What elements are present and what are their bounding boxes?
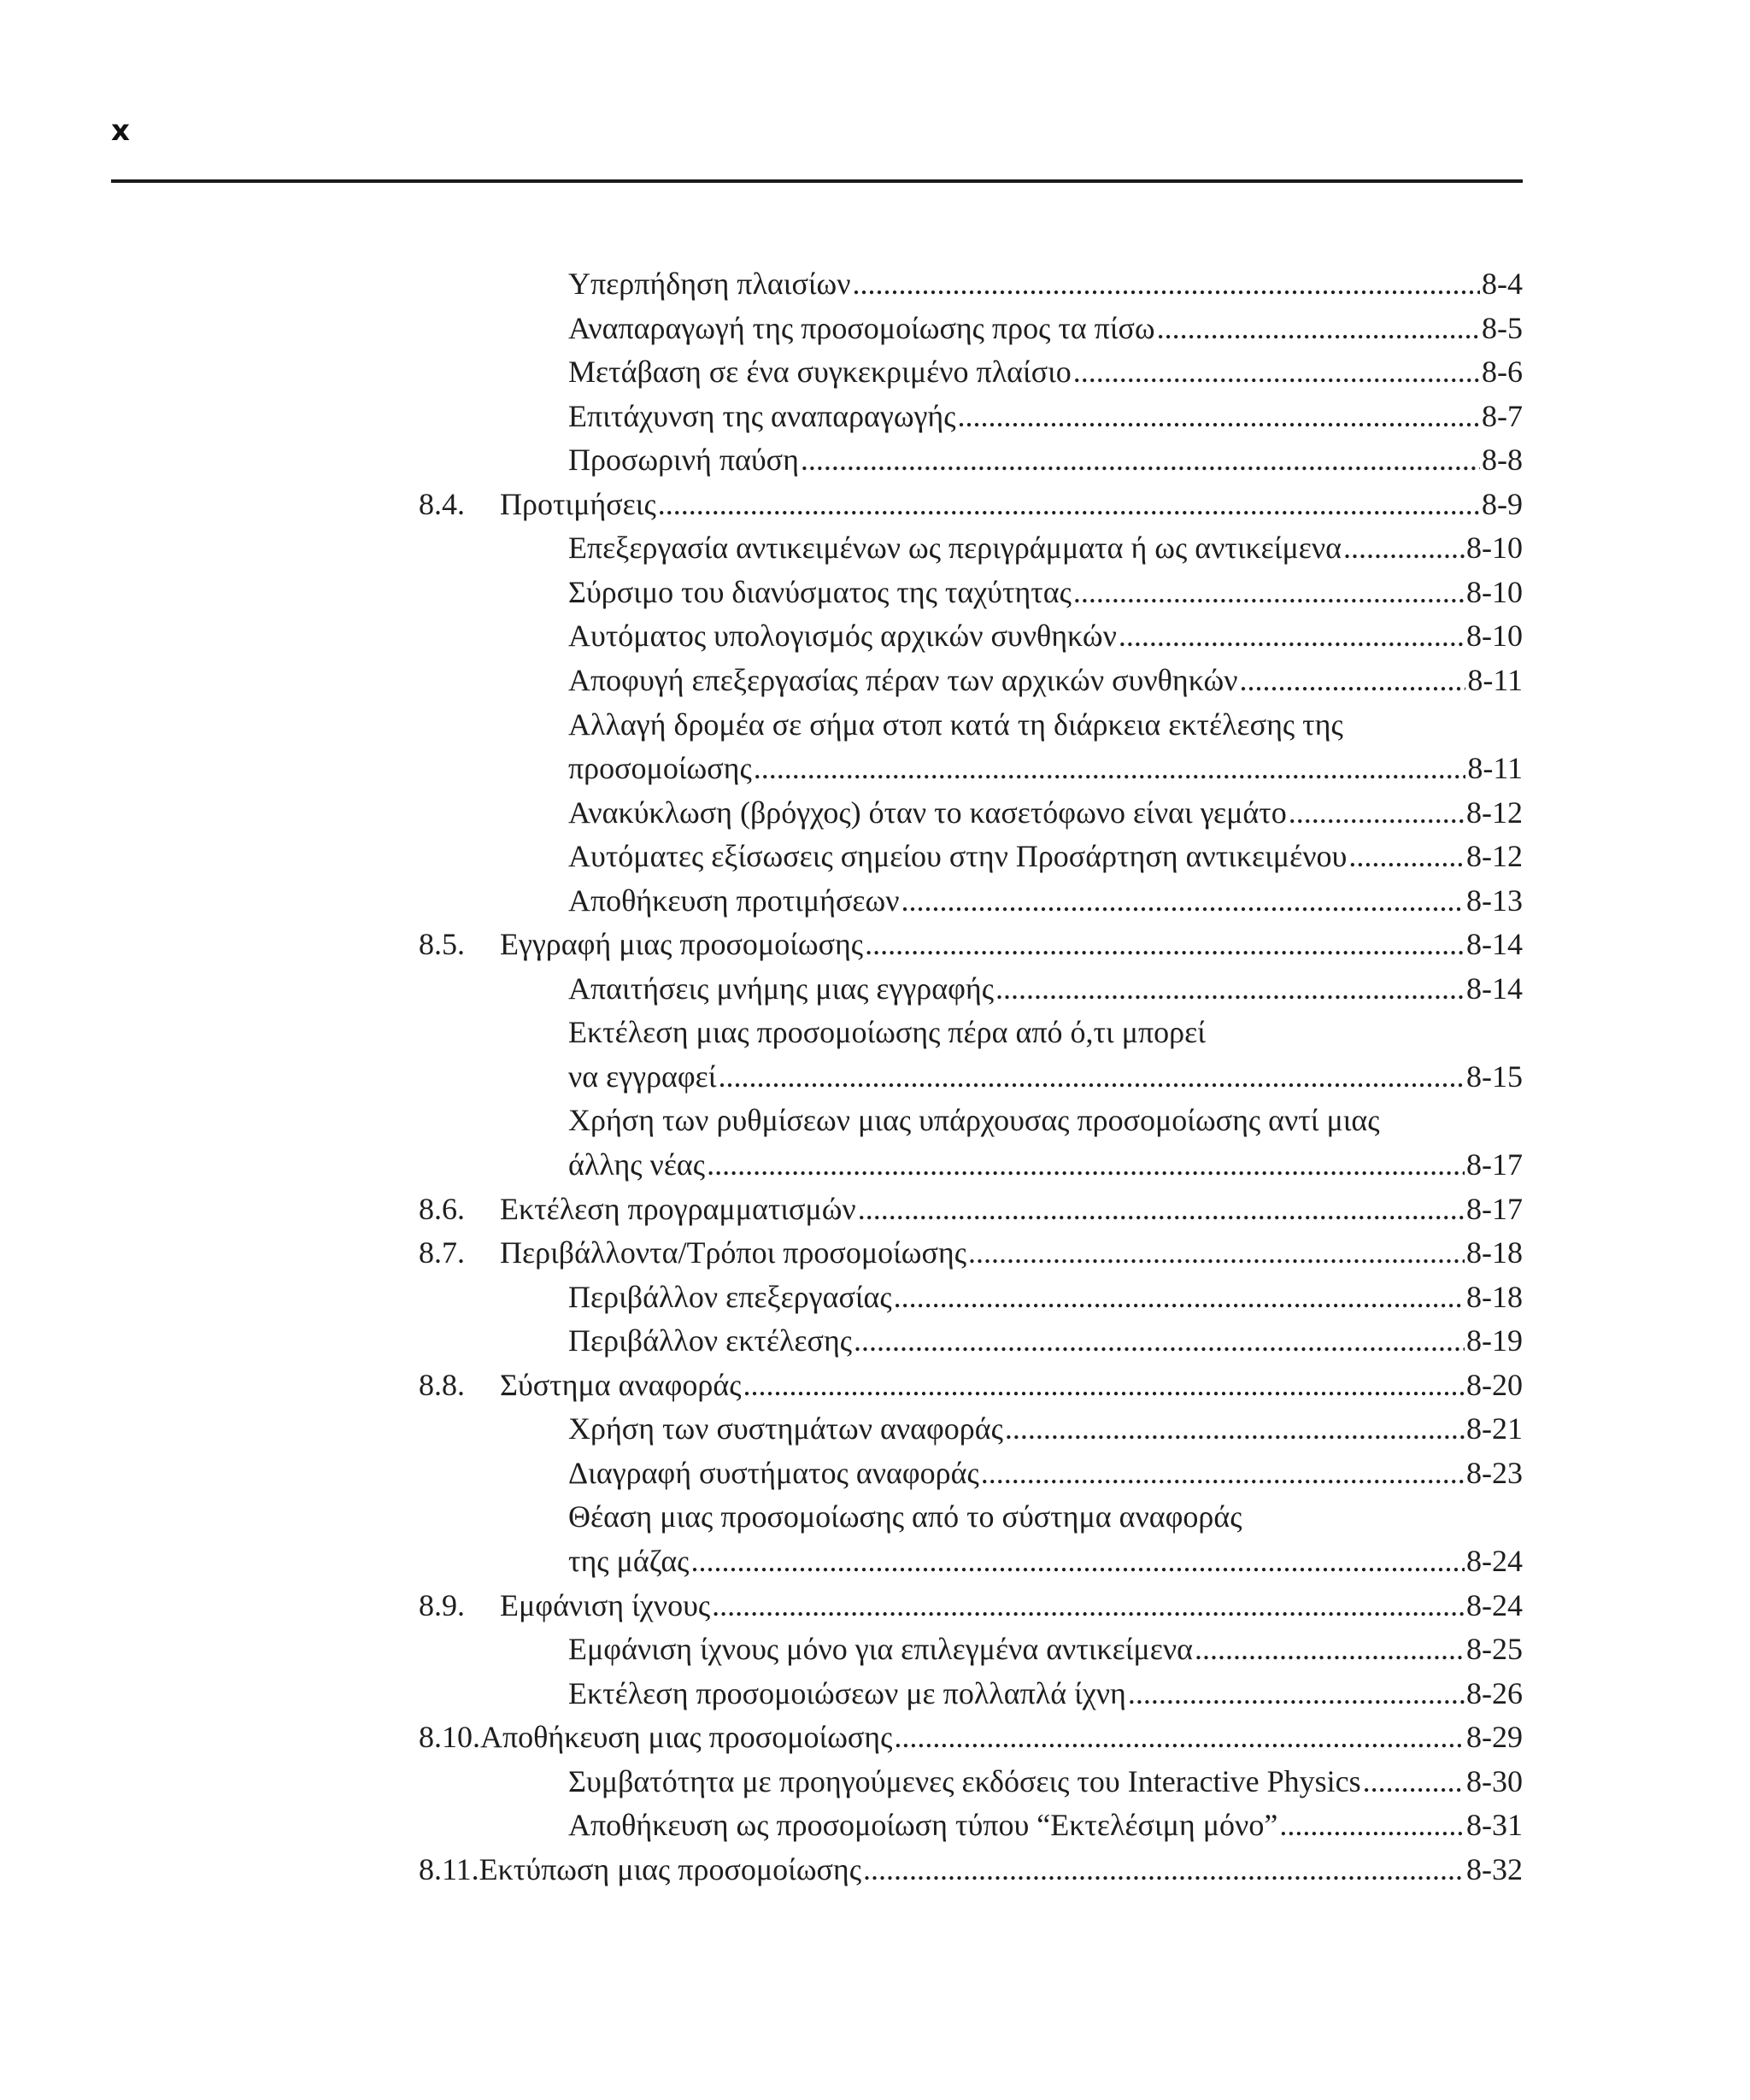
toc-page-number: 8-11 xyxy=(1467,662,1523,697)
toc-dot-leader xyxy=(981,1451,1465,1495)
toc-subsection-entry xyxy=(568,306,1523,350)
toc-dot-leader xyxy=(1005,1406,1465,1451)
toc-section-entry xyxy=(419,1363,1523,1407)
toc-page-number: 8-6 xyxy=(1482,355,1523,390)
toc-entry-title: Προσωρινή παύση xyxy=(568,443,799,478)
toc-section-number: 8.5. xyxy=(419,927,465,962)
toc-dot-leader xyxy=(854,1318,1465,1363)
toc-entry-title-line1: Θέαση μιας προσομοίωσης από το σύστημα αναφοράς xyxy=(568,1499,1242,1534)
toc-page-number: 8-17 xyxy=(1466,1147,1523,1182)
toc-dot-leader xyxy=(1348,834,1465,878)
toc-page-number: 8-17 xyxy=(1466,1191,1523,1226)
toc-subsection-entry xyxy=(568,394,1523,438)
toc-entry-title-line1: Χρήση των ρυθμίσεων μιας υπάρχουσας προσομοίωσης αντί μιας xyxy=(568,1103,1380,1138)
toc-section-entry xyxy=(419,1187,1523,1231)
toc-page-number: 8-5 xyxy=(1482,310,1523,345)
toc-dot-leader xyxy=(894,1275,1465,1319)
toc-dot-leader xyxy=(995,966,1465,1011)
toc-section-number: 8.4. xyxy=(419,486,465,521)
toc-entry-title: Αποφυγή επεξεργασίας πέραν των αρχικών συνθηκών xyxy=(568,662,1238,697)
toc-dot-leader xyxy=(1073,570,1465,614)
toc-entry-title: Εκτύπωση μιας προσομοίωσης xyxy=(479,1851,862,1886)
toc-dot-leader xyxy=(1279,1803,1465,1847)
toc-page-number: 8-4 xyxy=(1482,267,1523,301)
toc-section-number: 8.8. xyxy=(419,1367,465,1402)
toc-entry-title: Απαιτήσεις μνήμης μιας εγγραφής xyxy=(568,971,994,1006)
toc-dot-leader xyxy=(658,482,1480,526)
toc-page-number: 8-30 xyxy=(1466,1763,1523,1798)
toc-subsection-entry xyxy=(568,1142,1523,1187)
toc-entry-title: Σύστημα αναφοράς xyxy=(500,1367,742,1402)
toc-entry-title: Περιβάλλον επεξεργασίας xyxy=(568,1279,892,1314)
toc-subsection-entry xyxy=(568,1759,1523,1804)
toc-page-number: 8-10 xyxy=(1466,619,1523,654)
toc-page-number: 8-8 xyxy=(1482,443,1523,478)
toc-subsection-entry xyxy=(568,658,1523,702)
toc-dot-leader xyxy=(743,1363,1465,1407)
toc-subsection-entry xyxy=(568,1627,1523,1671)
toc-entry-title: Αναπαραγωγή της προσομοίωσης προς τα πίσω xyxy=(568,310,1155,345)
toc-entry-title: άλλης νέας xyxy=(568,1147,706,1182)
toc-subsection-entry xyxy=(568,1406,1523,1451)
toc-subsection-entry xyxy=(568,1318,1523,1363)
toc-entry-continued-line xyxy=(568,702,1523,747)
toc-page-number: 8-20 xyxy=(1466,1367,1523,1402)
toc-page-number: 8-15 xyxy=(1466,1059,1523,1094)
toc-dot-leader xyxy=(1343,525,1465,570)
toc-entry-title-line1: Εκτέλεση μιας προσομοίωσης πέρα από ό,τι μπορεί xyxy=(568,1015,1206,1050)
toc-subsection-entry xyxy=(568,437,1523,482)
toc-entry-title: Εκτέλεση προγραμματισμών xyxy=(500,1191,856,1226)
toc-dot-leader xyxy=(718,1054,1465,1099)
toc-subsection-entry xyxy=(568,525,1523,570)
toc-page-number: 8-7 xyxy=(1482,398,1523,433)
toc-entry-title: να εγγραφεί xyxy=(568,1059,717,1094)
header-rule xyxy=(111,179,1523,183)
toc-dot-leader xyxy=(1363,1759,1465,1804)
toc-page-number: 8-10 xyxy=(1466,531,1523,566)
toc-page-number: 8-10 xyxy=(1466,574,1523,609)
toc-dot-leader xyxy=(863,1847,1465,1892)
toc-section-entry xyxy=(419,482,1523,526)
toc-section-number: 8.9. xyxy=(419,1587,465,1622)
toc-page-number: 8-11 xyxy=(1467,751,1523,786)
toc-entry-title: Ανακύκλωση (βρόγχος) όταν το κασετόφωνο είναι γεμάτο xyxy=(568,795,1287,830)
toc-dot-leader xyxy=(858,1187,1465,1231)
toc-entry-title: Μετάβαση σε ένα συγκεκριμένο πλαίσιο xyxy=(568,355,1072,390)
toc-section-number: 8.7. xyxy=(419,1235,465,1270)
toc-page-number: 8-25 xyxy=(1466,1632,1523,1667)
toc-page-number: 8-9 xyxy=(1482,486,1523,521)
toc-subsection-entry xyxy=(568,1275,1523,1319)
toc-subsection-entry xyxy=(568,1803,1523,1847)
toc-entry-title: Αυτόματες εξίσωσεις σημείου στην Προσάρτηση αντικειμένου xyxy=(568,839,1348,874)
toc-page-number: 8-19 xyxy=(1466,1323,1523,1358)
toc-section-number: 8.6. xyxy=(419,1191,465,1226)
toc-entry-title: Σύρσιμο του διανύσματος της ταχύτητας xyxy=(568,574,1072,609)
toc-page-number: 8-31 xyxy=(1466,1808,1523,1843)
toc-entry-title-line1: Αλλαγή δρομέα σε σήμα στοπ κατά τη διάρκεια εκτέλεσης της xyxy=(568,707,1343,742)
toc-page-number: 8-14 xyxy=(1466,971,1523,1006)
toc-subsection-entry xyxy=(568,1451,1523,1495)
toc-section-number: 8.11. xyxy=(419,1851,479,1886)
toc-page-number: 8-24 xyxy=(1466,1587,1523,1622)
toc-section-entry xyxy=(419,1230,1523,1275)
toc-subsection-entry xyxy=(568,1671,1523,1716)
toc-entry-title: Συμβατότητα με προηγούμενες εκδόσεις του Interactive Physics xyxy=(568,1763,1361,1798)
toc-dot-leader xyxy=(1128,1671,1465,1716)
toc-entry-title: Διαγραφή συστήματος αναφοράς xyxy=(568,1455,979,1490)
toc-page-number: 8-12 xyxy=(1466,839,1523,874)
toc-subsection-entry xyxy=(568,613,1523,658)
toc-dot-leader xyxy=(1157,306,1480,350)
toc-dot-leader xyxy=(1240,658,1466,702)
toc-entry-continued-line xyxy=(568,1010,1523,1054)
toc-page-number: 8-24 xyxy=(1466,1543,1523,1578)
toc-dot-leader xyxy=(1119,613,1465,658)
toc-section-entry xyxy=(419,1715,1523,1759)
toc-subsection-entry xyxy=(568,261,1523,306)
toc-subsection-entry xyxy=(568,570,1523,614)
toc-subsection-entry xyxy=(568,746,1523,790)
toc-entry-title: Χρήση των συστημάτων αναφοράς xyxy=(568,1411,1003,1446)
toc-entry-title: Εκτέλεση προσομοιώσεων με πολλαπλά ίχνη xyxy=(568,1675,1126,1710)
toc-dot-leader xyxy=(901,878,1465,923)
toc-section-entry xyxy=(419,1583,1523,1628)
toc-page-number: 8-13 xyxy=(1466,883,1523,918)
toc-entry-title: Αποθήκευση ως προσομοίωση τύπου “Εκτελέσιμη μόνο” xyxy=(568,1808,1278,1843)
toc-page-number: 8-12 xyxy=(1466,795,1523,830)
toc-subsection-entry xyxy=(568,349,1523,394)
toc-page-number: 8-23 xyxy=(1466,1455,1523,1490)
toc-entry-continued-line xyxy=(568,1098,1523,1142)
toc-dot-leader xyxy=(1195,1627,1465,1671)
toc-entry-title: Εμφάνιση ίχνους xyxy=(500,1587,711,1622)
toc-page-number: 8-18 xyxy=(1466,1279,1523,1314)
toc-page-number: 8-18 xyxy=(1466,1235,1523,1270)
toc-entry-title: Αυτόματος υπολογισμός αρχικών συνθηκών xyxy=(568,619,1117,654)
toc-dot-leader xyxy=(1073,349,1480,394)
toc-section-entry xyxy=(419,1847,1523,1892)
toc-subsection-entry xyxy=(568,878,1523,923)
toc-subsection-entry xyxy=(568,790,1523,835)
toc-section-entry xyxy=(419,922,1523,966)
toc-dot-leader xyxy=(894,1715,1465,1759)
toc-entry-title: Αποθήκευση μιας προσομοίωσης xyxy=(480,1720,893,1755)
toc-page-number: 8-26 xyxy=(1466,1675,1523,1710)
toc-entry-continued-line xyxy=(568,1494,1523,1539)
toc-entry-title: Επεξεργασία αντικειμένων ως περιγράμματα ή ως αντικείμενα xyxy=(568,531,1342,566)
toc-entry-title: Περιβάλλοντα/Τρόποι προσομοίωσης xyxy=(500,1235,966,1270)
toc-subsection-entry xyxy=(568,834,1523,878)
toc-page-number: 8-21 xyxy=(1466,1411,1523,1446)
toc-dot-leader xyxy=(853,261,1480,306)
toc-entry-title: Προτιμήσεις xyxy=(500,486,656,521)
toc-dot-leader xyxy=(712,1583,1465,1628)
toc-section-number: 8.10. xyxy=(419,1720,480,1755)
toc-dot-leader xyxy=(865,922,1465,966)
toc-subsection-entry xyxy=(568,966,1523,1011)
page-number: x xyxy=(111,114,130,148)
toc-entry-title: Περιβάλλον εκτέλεσης xyxy=(568,1323,853,1358)
toc-entry-title: της μάζας xyxy=(568,1543,690,1578)
toc-page-number: 8-32 xyxy=(1466,1851,1523,1886)
toc-subsection-entry xyxy=(568,1054,1523,1099)
toc-subsection-entry xyxy=(568,1539,1523,1583)
toc-dot-leader xyxy=(801,437,1480,482)
toc-entry-title: Εμφάνιση ίχνους μόνο για επιλεγμένα αντικείμενα xyxy=(568,1632,1193,1667)
toc-entry-title: Επιτάχυνση της αναπαραγωγής xyxy=(568,398,956,433)
toc-page-number: 8-29 xyxy=(1466,1720,1523,1755)
toc-dot-leader xyxy=(968,1230,1465,1275)
toc-entry-title: Υπερπήδηση πλαισίων xyxy=(568,267,851,301)
toc-entry-title: Εγγραφή μιας προσομοίωσης xyxy=(500,927,864,962)
toc-dot-leader xyxy=(707,1142,1465,1187)
toc-dot-leader xyxy=(690,1539,1465,1583)
toc-page-number: 8-14 xyxy=(1466,927,1523,962)
toc-dot-leader xyxy=(754,746,1466,790)
toc-entry-title: προσομοίωσης xyxy=(568,751,752,786)
toc-entry-title: Αποθήκευση προτιμήσεων xyxy=(568,883,900,918)
toc-dot-leader xyxy=(958,394,1481,438)
toc-dot-leader xyxy=(1289,790,1465,835)
